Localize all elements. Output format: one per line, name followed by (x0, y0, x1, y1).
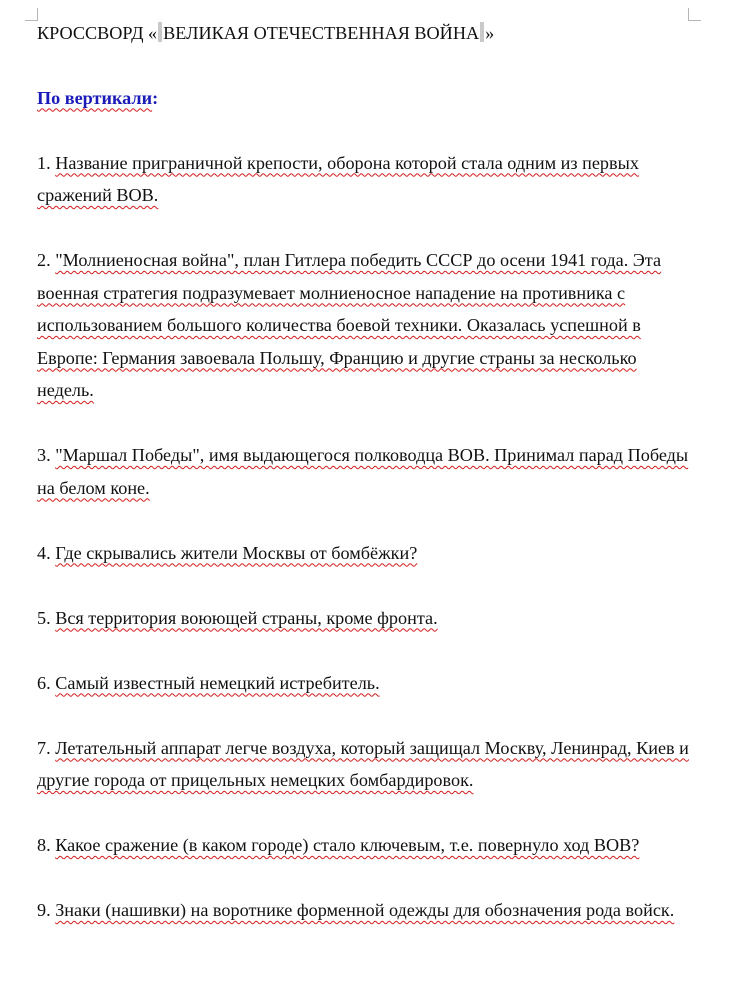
question-8 (37, 829, 697, 862)
question-text: Какое сражение (в каком городе) стало ключевым, т.е. повернуло ход ВОВ? (55, 835, 640, 855)
question-number: 8. (37, 835, 51, 855)
title-prefix: КРОССВОРД « (37, 23, 158, 43)
question-text: Летательный аппарат легче воздуха, который защищал Москву, Ленинрад, Киев и другие города от прицельных немецких бомбардировок. (37, 737, 689, 790)
title-topic: ВЕЛИКАЯ ОТЕЧЕСТВЕННАЯ ВОЙНА (163, 23, 480, 43)
question-number: 1. (37, 152, 51, 173)
document-body[interactable] (37, 17, 697, 927)
question-text: Вся территория воюющей страны, кроме фронта. (55, 607, 438, 628)
question-9 (37, 894, 697, 927)
question-text: Где скрывались жители Москвы от бомбёжки? (55, 542, 418, 563)
question-3 (37, 439, 697, 504)
question-6 (37, 667, 697, 700)
question-5 (37, 602, 697, 635)
text-cursor-marker (480, 22, 484, 42)
question-2 (37, 244, 697, 407)
question-text: "Маршал Победы", имя выдающегося полководца ВОВ. Принимал парад Победы на белом коне. (37, 445, 689, 498)
question-4 (37, 537, 697, 570)
crossword-title (37, 17, 697, 50)
section-heading-vertical (37, 82, 697, 115)
question-number: 7. (37, 737, 51, 758)
question-number: 9. (37, 900, 51, 920)
question-number: 2. (37, 250, 51, 270)
question-1 (37, 147, 697, 212)
question-text: Знаки (нашивки) на воротнике форменной одежды для обозначения рода войск. (55, 900, 675, 920)
section-heading-colon: : (152, 87, 159, 108)
question-7 (37, 732, 697, 797)
question-number: 3. (37, 445, 51, 465)
question-number: 4. (37, 542, 51, 563)
question-text: Самый известный немецкий истребитель. (55, 672, 380, 693)
text-cursor-marker (158, 22, 162, 42)
section-heading-text: По вертикали (37, 87, 153, 108)
question-text: Название приграничной крепости, оборона которой стала одним из первых сражений ВОВ. (37, 152, 639, 205)
title-suffix: » (485, 23, 495, 43)
question-text: "Молниеносная война", план Гитлера победить СССР до осени 1941 года. Эта военная стратегия подразумевает молниеносное нападение на противника с использованием большого количества боевой техники. Оказалась успешной в Европе: Германия завоевала Польшу, Францию и другие страны за несколько недель. (37, 250, 662, 400)
question-number: 5. (37, 607, 51, 628)
question-number: 6. (37, 672, 51, 693)
